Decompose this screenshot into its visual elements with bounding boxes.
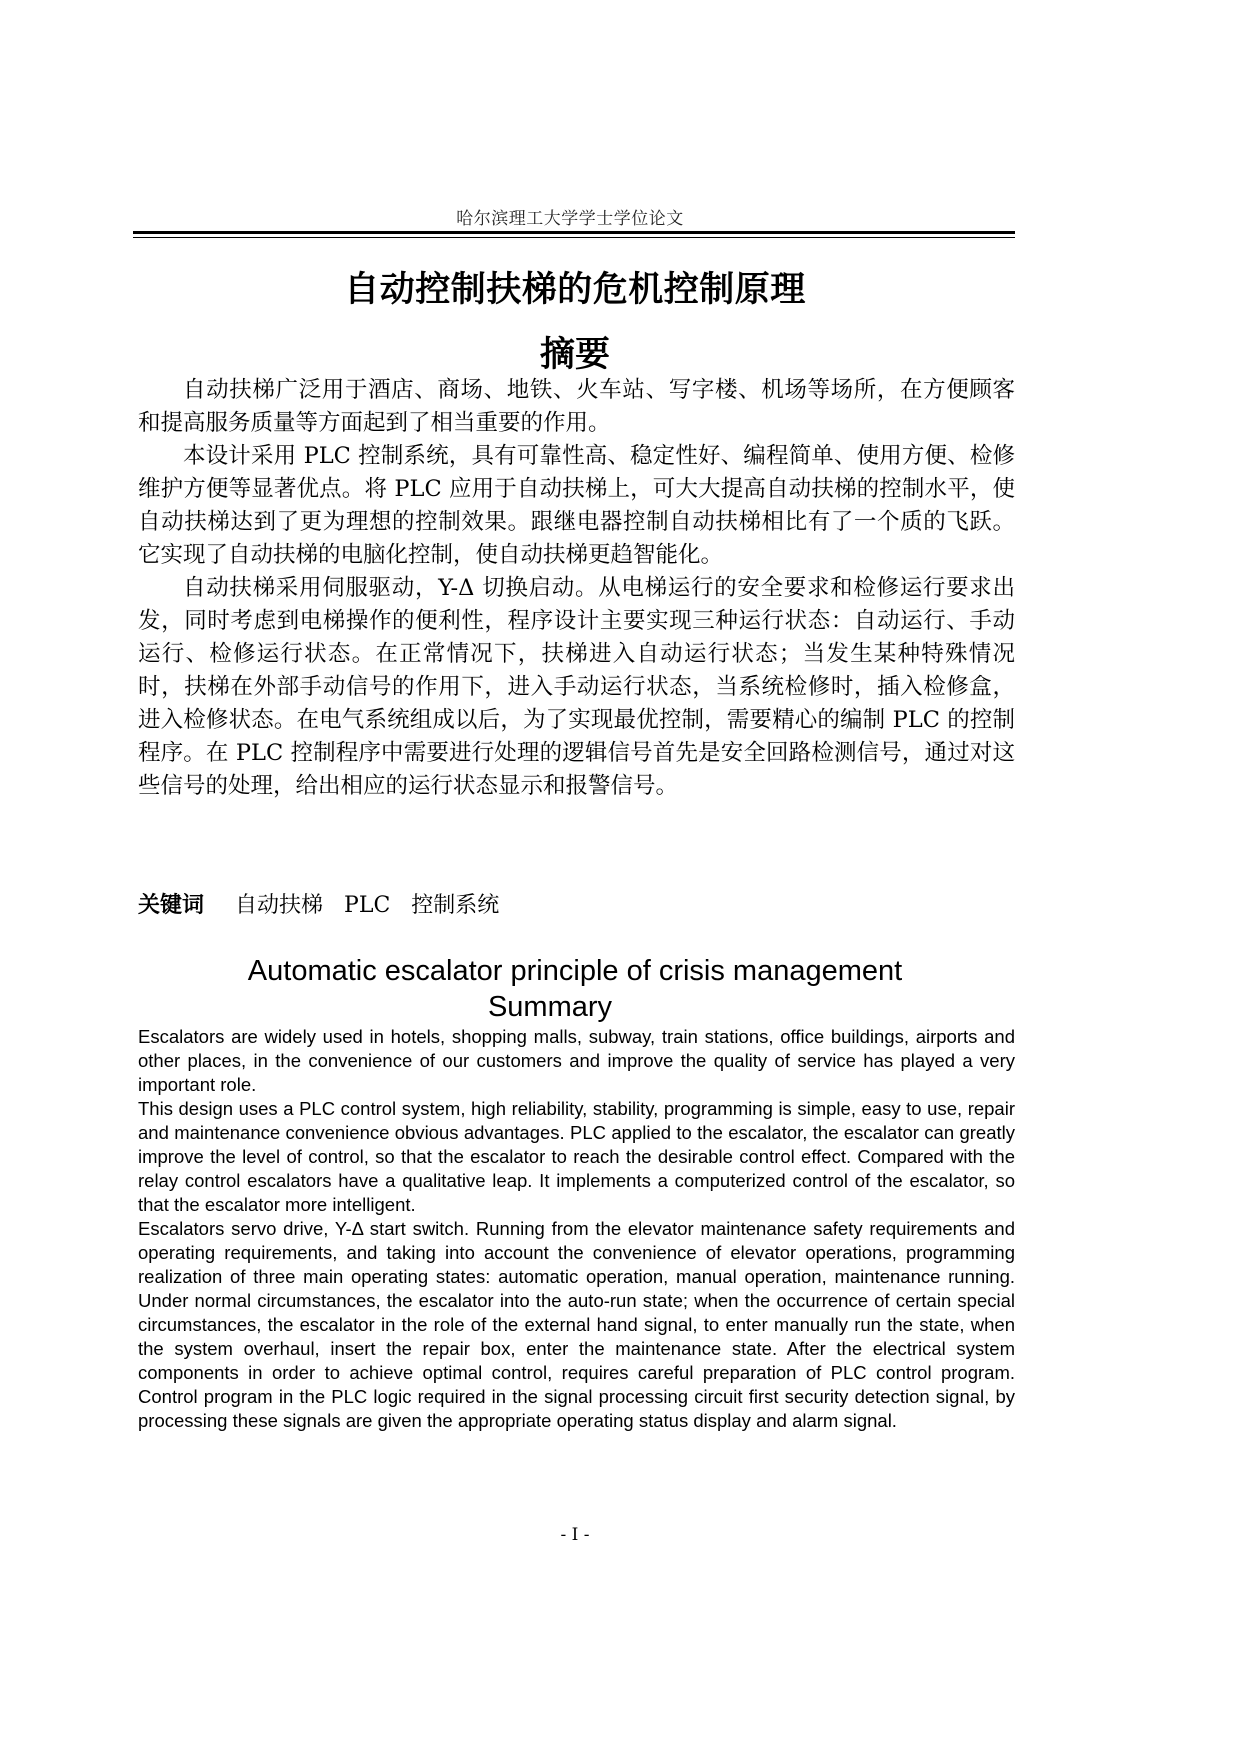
running-header: 哈尔滨理工大学学士学位论文 [456, 209, 684, 229]
chinese-paragraph: 自动扶梯广泛用于酒店、商场、地铁、火车站、写字楼、机场等场所，在方便顾客和提高服务质量等方面起到了相当重要的作用。 [138, 377, 1015, 436]
english-paragraph: This design uses a PLC control system, high reliability, stability, programming is simple, easy to use, repair and maintenance convenience obvious advantages. PLC applied to the escalator, the escalator can greatly improve the level of control, so that the escalator to reach the desirable control effect. Compared with the relay control escalators have a qualitative leap. It implements a computerized control of the escalator, so that the escalator more intelligent. [138, 1098, 1015, 1215]
english-paragraph: Escalators servo drive, Y-Δ start switch. Running from the elevator maintenance safety requirements and operating requirements, and taking into account the convenience of elevator operations, programming realization of three main operating states: automatic operation, manual operation, maintenance running. Under normal circumstances, the escalator into the auto-run state; when the occurrence of certain special circumstances, the escalator in the role of the external hand signal, to enter manually run the state, when the system overhaul, insert the repair box, enter the maintenance state. After the electrical system components in order to achieve optimal control, requires careful preparation of PLC control program. Control program in the PLC logic required in the signal processing circuit first security detection signal, by processing these signals are given the appropriate operating status display and alarm signal. [138, 1218, 1015, 1431]
chinese-paragraph: 自动扶梯采用伺服驱动，Y-Δ 切换启动。从电梯运行的安全要求和检修运行要求出发，同时考虑到电梯操作的便利性，程序设计主要实现三种运行状态：自动运行、手动运行、检修运行状态。在正常情况下，扶梯进入自动运行状态；当发生某种特殊情况时，扶梯在外部手动信号的作用下，进入手动运行状态，当系统检修时，插入检修盒，进入检修状态。在电气系统组成以后，为了实现最优控制，需要精心的编制 PLC 的控制程序。在 PLC 控制程序中需要进行处理的逻辑信号首先是安全回路检测信号，通过对这些信号的处理，给出相应的运行状态显示和报警信号。 [138, 575, 1015, 799]
english-title: Automatic escalator principle of crisis management [247, 955, 903, 987]
header-rule-thick [133, 231, 1015, 234]
keyword: 控制系统 [411, 893, 500, 918]
chinese-title: 自动控制扶梯的危机控制原理 [344, 270, 806, 310]
keywords-label: 关键词 [138, 893, 205, 918]
english-summary-heading: Summary [487, 991, 613, 1023]
chinese-paragraph: 本设计采用 PLC 控制系统，具有可靠性高、稳定性好、编程简单、使用方便、检修维护方便等显著优点。将 PLC 应用于自动扶梯上，可大大提高自动扶梯的控制水平，使自动扶梯达到了更为理想的控制效果。跟继电器控制自动扶梯相比有了一个质的飞跃。它实现了自动扶梯的电脑化控制，使自动扶梯更趋智能化。 [138, 443, 1015, 568]
header-rule-thin [133, 237, 1015, 238]
keyword: PLC [344, 893, 391, 918]
chinese-abstract-body [138, 374, 1015, 803]
page-number: - I - [560, 1525, 590, 1545]
chinese-abstract-heading: 摘要 [539, 335, 610, 375]
keyword: 自动扶梯 [235, 893, 324, 918]
keywords-line [138, 891, 1015, 921]
english-summary-body [138, 1025, 1015, 1433]
english-paragraph: Escalators are widely used in hotels, shopping malls, subway, train stations, office buildings, airports and other places, in the convenience of our customers and improve the quality of service has played a very important role. [138, 1026, 1015, 1095]
